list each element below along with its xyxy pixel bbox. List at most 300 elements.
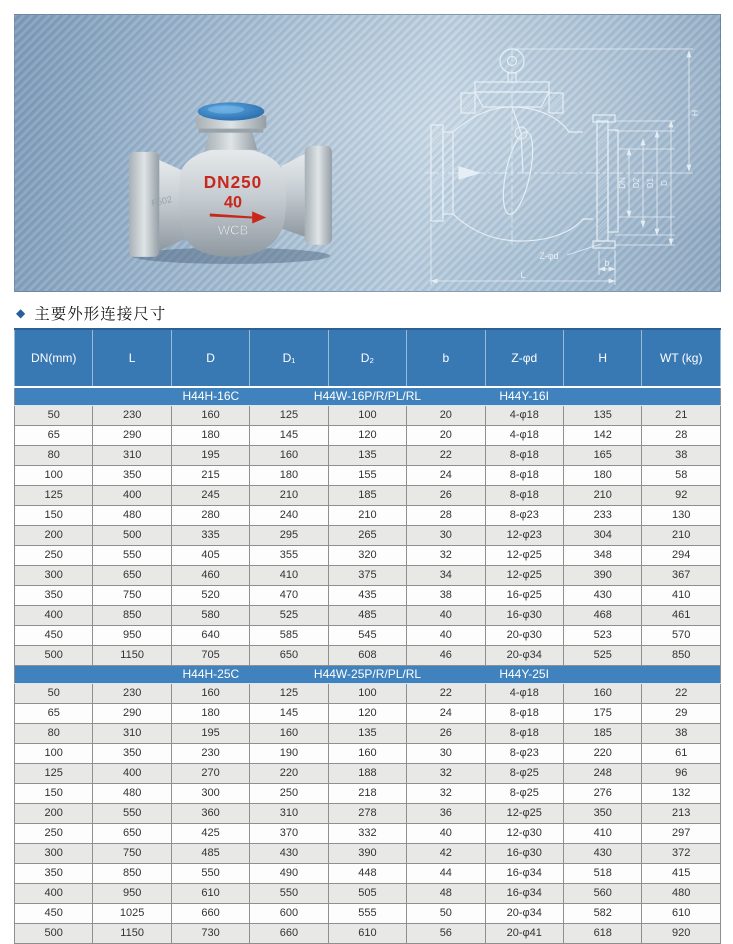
table-cell: 180 [171,704,249,724]
table-cell: 233 [564,506,642,526]
table-cell: 518 [564,864,642,884]
dim-h-label: H [690,109,700,117]
table-cell: 390 [564,566,642,586]
dimension-table-body [15,387,721,944]
section-heading-text: 主要外形连接尺寸 [34,306,167,323]
table-cell: 65 [15,704,93,724]
flow-arrow-icon [459,167,479,179]
model-label: H44W-16P/R/PL/RL [313,389,422,403]
table-cell: 295 [250,526,328,546]
table-cell: 32 [407,784,485,804]
table-cell: 1150 [93,646,171,666]
table-cell: 142 [564,426,642,446]
table-cell: 461 [642,606,721,626]
table-row [15,824,721,844]
table-cell: 410 [564,824,642,844]
table-cell: 188 [328,764,406,784]
table-cell: 470 [250,586,328,606]
table-cell: 160 [250,446,328,466]
table-cell: 125 [250,684,328,704]
table-cell: 730 [171,924,249,944]
table-cell: 490 [250,864,328,884]
table-cell: 200 [15,804,93,824]
table-cell: 850 [642,646,721,666]
table-cell: 550 [93,804,171,824]
table-cell: 195 [171,446,249,466]
table-cell: 230 [93,406,171,426]
table-cell: 332 [328,824,406,844]
table-cell: 400 [93,486,171,506]
table-row [15,606,721,626]
table-cell: 4-φ18 [485,684,564,704]
table-cell: 38 [642,724,721,744]
table-cell: 125 [15,764,93,784]
table-cell: 8-φ25 [485,764,564,784]
table-cell: 28 [407,506,485,526]
table-cell: 300 [171,784,249,804]
table-cell: 290 [93,704,171,724]
table-cell: 450 [15,904,93,924]
table-cell: 16-φ25 [485,586,564,606]
table-cell: 500 [15,646,93,666]
model-label: H44W-25P/R/PL/RL [313,667,422,681]
table-cell: 280 [171,506,249,526]
table-cell: 8-φ18 [485,466,564,486]
table-cell: 21 [642,406,721,426]
table-cell: 125 [15,486,93,506]
table-cell: 20 [407,426,485,446]
table-cell: 145 [250,704,328,724]
table-cell: 415 [642,864,721,884]
table-cell: 32 [407,764,485,784]
table-cell: 310 [93,724,171,744]
model-label: H44H-16C [182,389,240,403]
table-cell: 150 [15,784,93,804]
table-cell: 150 [15,506,93,526]
table-cell: 450 [15,626,93,646]
table-cell: 610 [171,884,249,904]
table-cell: 375 [328,566,406,586]
dim-d1-label: D1 [646,177,655,189]
table-cell: 42 [407,844,485,864]
table-header-row [15,329,721,387]
table-cell: 32 [407,546,485,566]
table-cell: 270 [171,764,249,784]
table-cell: 58 [642,466,721,486]
table-cell: 350 [93,466,171,486]
table-cell: 240 [250,506,328,526]
table-cell: 750 [93,586,171,606]
table-cell: 480 [642,884,721,904]
table-cell: 585 [250,626,328,646]
table-cell: 570 [642,626,721,646]
dim-zphid-label: Z-φd [539,251,559,261]
table-cell: 650 [250,646,328,666]
table-cell: 20-φ34 [485,904,564,924]
table-cell: 425 [171,824,249,844]
table-row [15,924,721,944]
table-cell: 96 [642,764,721,784]
table-cell: 218 [328,784,406,804]
table-cell: 950 [93,884,171,904]
table-cell: 560 [564,884,642,904]
table-cell: 550 [250,884,328,904]
table-cell: 500 [15,924,93,944]
table-row [15,684,721,704]
table-cell: 210 [564,486,642,506]
table-row [15,466,721,486]
table-cell: 65 [15,426,93,446]
table-cell: 600 [250,904,328,924]
valve-drawing [417,33,717,291]
table-cell: 435 [328,586,406,606]
table-cell: 16-φ34 [485,884,564,904]
table-cell: 290 [93,426,171,446]
col-wt: WT (kg) [642,329,721,387]
dim-b-label: b [604,258,610,268]
table-cell: 468 [564,606,642,626]
table-cell: 250 [250,784,328,804]
table-cell: 120 [328,426,406,446]
table-cell: 485 [328,606,406,626]
table-cell: 8-φ23 [485,506,564,526]
table-cell: 400 [15,606,93,626]
table-cell: 180 [171,426,249,446]
table-cell: 155 [328,466,406,486]
model-label: H44Y-16I [499,389,549,403]
table-row [15,546,721,566]
table-cell: 40 [407,626,485,646]
table-cell: 320 [328,546,406,566]
table-row [15,506,721,526]
model-label: H44Y-25I [499,667,549,681]
table-cell: 12-φ30 [485,824,564,844]
table-cell: 180 [564,466,642,486]
table-cell: 24 [407,466,485,486]
table-cell: 160 [328,744,406,764]
table-cell: 265 [328,526,406,546]
table-cell: 850 [93,606,171,626]
table-cell: 248 [564,764,642,784]
table-cell: 100 [328,406,406,426]
table-row [15,724,721,744]
right-flange [305,146,332,245]
table-cell: 230 [171,744,249,764]
table-cell: 160 [250,724,328,744]
table-cell: 950 [93,626,171,646]
table-cell: 660 [250,924,328,944]
table-cell: 220 [250,764,328,784]
table-cell: 46 [407,646,485,666]
table-cell: 120 [328,704,406,724]
table-row [15,566,721,586]
table-cell: 24 [407,704,485,724]
table-cell: 213 [642,804,721,824]
table-cell: 210 [328,506,406,526]
table-cell: 555 [328,904,406,924]
table-cell: 38 [407,586,485,606]
table-cell: 130 [642,506,721,526]
table-cell: 22 [642,684,721,704]
table-cell: 40 [407,824,485,844]
table-cell: 195 [171,724,249,744]
table-cell: 520 [171,586,249,606]
table-cell: 350 [15,586,93,606]
table-row [15,446,721,466]
table-cell: 390 [328,844,406,864]
table-cell: 56 [407,924,485,944]
table-cell: 29 [642,704,721,724]
dimension-table [14,328,721,944]
table-cell: 300 [15,566,93,586]
table-cell: 460 [171,566,249,586]
table-cell: 580 [171,606,249,626]
table-cell: 335 [171,526,249,546]
table-cell: 160 [171,684,249,704]
table-cell: 650 [93,566,171,586]
table-cell: 500 [93,526,171,546]
col-l: L [93,329,171,387]
table-cell: 30 [407,744,485,764]
size-marking: DN250 [203,172,263,193]
table-cell: 355 [250,546,328,566]
table-cell: 276 [564,784,642,804]
table-cell: 80 [15,446,93,466]
table-cell: 610 [642,904,721,924]
model-label: H44H-25C [182,667,240,681]
table-cell: 20-φ30 [485,626,564,646]
table-cell: 20-φ34 [485,646,564,666]
table-cell: 410 [642,586,721,606]
table-cell: 34 [407,566,485,586]
table-cell: 36 [407,804,485,824]
table-row [15,784,721,804]
table-cell: 50 [15,406,93,426]
col-d: D [171,329,249,387]
table-cell: 400 [15,884,93,904]
table-cell: 12-φ25 [485,566,564,586]
table-row [15,646,721,666]
dim-d2-label: D2 [632,177,641,189]
table-row [15,486,721,506]
table-row [15,406,721,426]
col-d1: D₁ [250,329,328,387]
table-row [15,844,721,864]
table-cell: 640 [171,626,249,646]
casting-mark: F502 [150,194,173,209]
table-cell: 310 [93,446,171,466]
table-row [15,526,721,546]
table-cell: 505 [328,884,406,904]
table-cell: 350 [15,864,93,884]
table-cell: 4-φ18 [485,406,564,426]
table-cell: 370 [250,824,328,844]
table-cell: 100 [15,744,93,764]
table-cell: 525 [250,606,328,626]
table-cell: 297 [642,824,721,844]
dim-l-label: L [520,270,526,280]
table-cell: 523 [564,626,642,646]
table-cell: 8-φ25 [485,784,564,804]
table-cell: 132 [642,784,721,804]
table-cell: 28 [642,426,721,446]
table-cell: 230 [93,684,171,704]
table-cell: 8-φ18 [485,704,564,724]
table-cell: 480 [93,506,171,526]
table-cell: 920 [642,924,721,944]
table-row [15,744,721,764]
table-cell: 8-φ18 [485,486,564,506]
table-cell: 50 [407,904,485,924]
table-cell: 210 [642,526,721,546]
table-cell: 100 [15,466,93,486]
table-cell: 20-φ41 [485,924,564,944]
table-cell: 16-φ30 [485,844,564,864]
section-heading [16,301,166,325]
table-cell: 40 [407,606,485,626]
table-cell: 550 [93,546,171,566]
table-cell: 165 [564,446,642,466]
material-marking: WCB [217,222,249,238]
table-cell: 160 [171,406,249,426]
table-cell: 160 [564,684,642,704]
table-row [15,626,721,646]
table-cell: 545 [328,626,406,646]
dim-dn-label: DN [618,177,627,189]
table-cell: 190 [250,744,328,764]
table-cell: 618 [564,924,642,944]
table-cell: 350 [564,804,642,824]
table-cell: 4-φ18 [485,426,564,446]
table-cell: 8-φ18 [485,724,564,744]
table-cell: 135 [328,446,406,466]
table-cell: 304 [564,526,642,546]
table-cell: 16-φ34 [485,864,564,884]
table-cell: 294 [642,546,721,566]
table-cell: 125 [250,406,328,426]
table-cell: 22 [407,684,485,704]
table-cell: 660 [171,904,249,924]
table-cell: 80 [15,724,93,744]
valve-photo [125,65,337,267]
col-dn: DN(mm) [15,329,93,387]
table-cell: 180 [250,466,328,486]
table-row [15,884,721,904]
table-cell: 250 [15,824,93,844]
table-cell: 135 [328,724,406,744]
table-cell: 44 [407,864,485,884]
table-cell: 26 [407,724,485,744]
table-cell: 8-φ18 [485,446,564,466]
table-row [15,704,721,724]
table-cell: 100 [328,684,406,704]
table-cell: 750 [93,844,171,864]
table-cell: 145 [250,426,328,446]
table-cell: 485 [171,844,249,864]
table-cell: 250 [15,546,93,566]
col-b: b [407,329,485,387]
table-cell: 372 [642,844,721,864]
table-row [15,586,721,606]
table-cell: 360 [171,804,249,824]
table-cell: 405 [171,546,249,566]
table-cell: 705 [171,646,249,666]
dim-d-label: D [660,180,669,186]
model-band-row [15,387,721,406]
table-cell: 525 [564,646,642,666]
col-zphid: Z-φd [485,329,564,387]
table-cell: 185 [564,724,642,744]
table-cell: 61 [642,744,721,764]
table-cell: 12-φ23 [485,526,564,546]
table-cell: 245 [171,486,249,506]
table-cell: 175 [564,704,642,724]
table-cell: 300 [15,844,93,864]
hero-image [14,14,721,292]
table-row [15,904,721,924]
table-cell: 8-φ23 [485,744,564,764]
table-row [15,864,721,884]
table-cell: 1150 [93,924,171,944]
table-row [15,804,721,824]
table-cell: 12-φ25 [485,804,564,824]
table-cell: 400 [93,764,171,784]
table-cell: 410 [250,566,328,586]
table-cell: 48 [407,884,485,904]
table-cell: 650 [93,824,171,844]
table-row [15,426,721,446]
table-cell: 582 [564,904,642,924]
table-cell: 278 [328,804,406,824]
table-cell: 38 [642,446,721,466]
table-row [15,764,721,784]
table-cell: 22 [407,446,485,466]
table-cell: 310 [250,804,328,824]
table-cell: 430 [250,844,328,864]
table-cell: 26 [407,486,485,506]
table-cell: 608 [328,646,406,666]
table-cell: 92 [642,486,721,506]
table-cell: 448 [328,864,406,884]
table-cell: 200 [15,526,93,546]
table-cell: 550 [171,864,249,884]
table-cell: 430 [564,586,642,606]
drawing-dimension-labels [520,110,700,280]
table-cell: 16-φ30 [485,606,564,626]
diamond-bullet-icon: ◆ [16,306,26,320]
table-cell: 50 [15,684,93,704]
table-cell: 30 [407,526,485,546]
table-cell: 610 [328,924,406,944]
table-cell: 480 [93,784,171,804]
table-cell: 210 [250,486,328,506]
table-cell: 350 [93,744,171,764]
col-h: H [564,329,642,387]
table-cell: 1025 [93,904,171,924]
model-band-row [15,666,721,684]
table-cell: 12-φ25 [485,546,564,566]
dimension-table-container [14,328,721,944]
table-cell: 135 [564,406,642,426]
table-cell: 430 [564,844,642,864]
table-cell: 215 [171,466,249,486]
table-cell: 185 [328,486,406,506]
table-cell: 220 [564,744,642,764]
col-d2: D₂ [328,329,406,387]
table-cell: 348 [564,546,642,566]
pressure-marking: 40 [224,193,243,212]
table-cell: 850 [93,864,171,884]
